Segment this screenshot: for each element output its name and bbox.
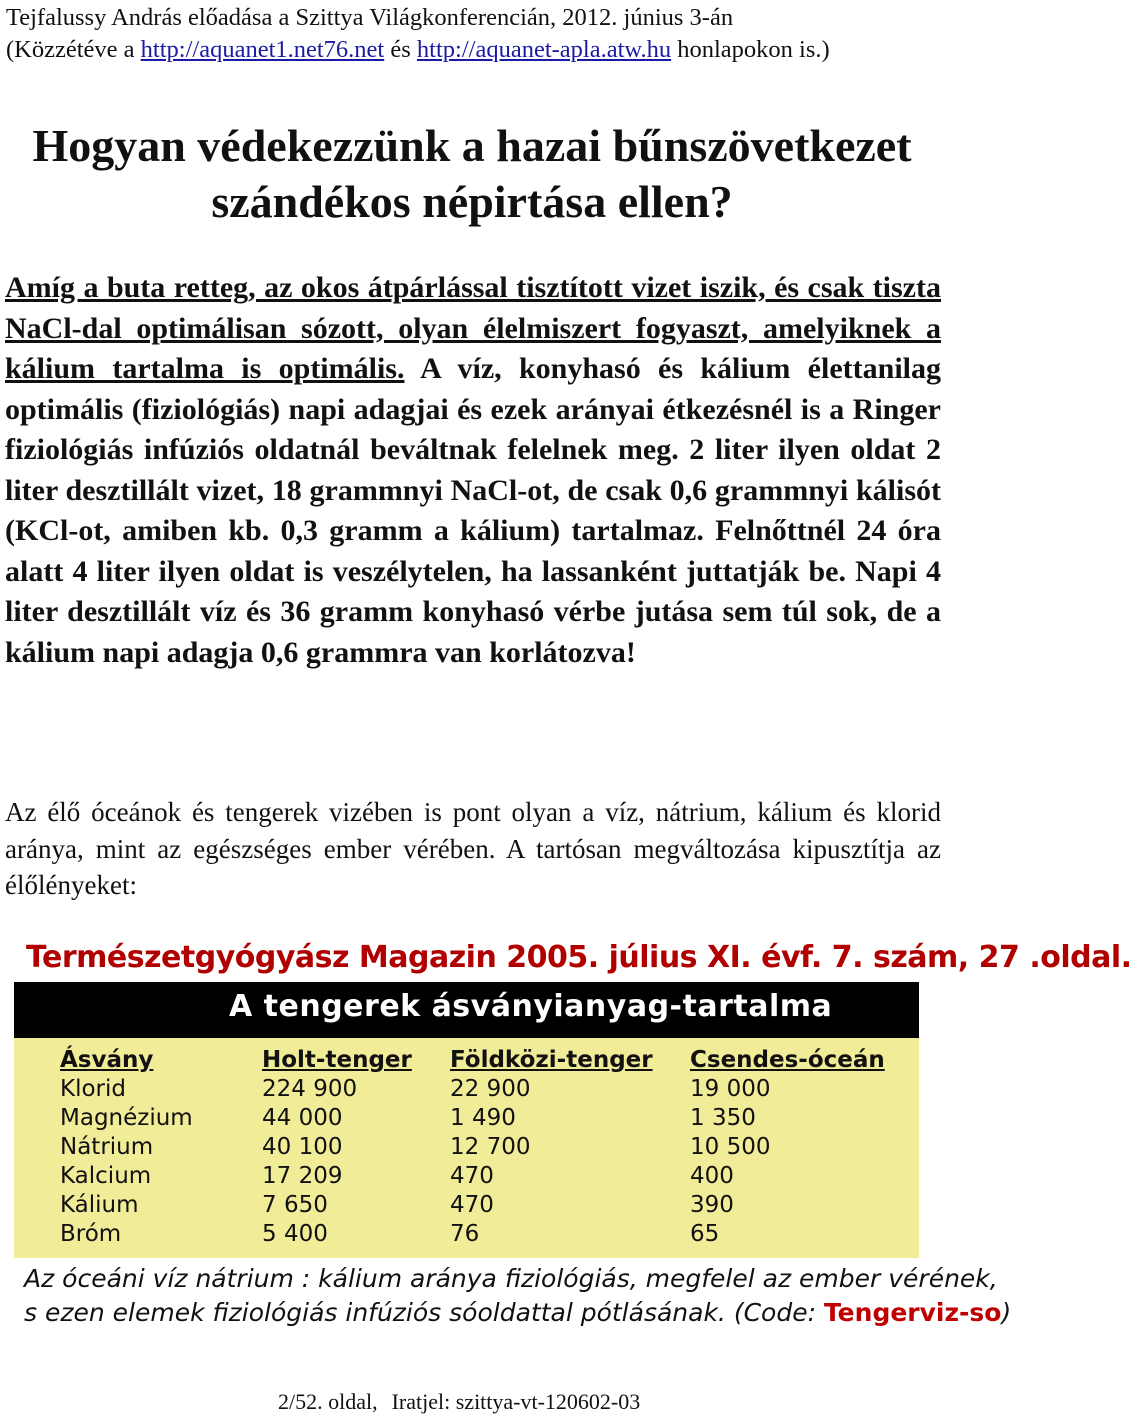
header-cell: Csendes-óceán: [690, 1047, 885, 1073]
table-cell: Magnézium: [60, 1105, 193, 1131]
header-cell: Holt-tenger: [262, 1047, 412, 1073]
table-cell: 44 000: [262, 1105, 343, 1131]
table-cell: Kálium: [60, 1192, 139, 1218]
table-cell: 12 700: [450, 1134, 531, 1160]
table-cell: Kalcium: [60, 1163, 152, 1189]
header-suffix: honlapokon is.): [671, 36, 830, 63]
table-cell: 19 000: [690, 1076, 771, 1102]
table-cell: 7 650: [262, 1192, 328, 1218]
table-cell: 76: [450, 1221, 480, 1247]
table-row: [14, 1104, 919, 1133]
header-prefix: (Közzétéve a: [6, 36, 141, 63]
magazine-title: Természetgyógyász Magazin 2005. július XI. évf. 7. szám, 27 .oldal.: [26, 940, 1132, 975]
table-cell: 224 900: [262, 1076, 358, 1102]
table-cell: 40 100: [262, 1134, 343, 1160]
scan-note-line-1: Az óceáni víz nátrium : kálium aránya fiziológiás, megfelel az ember vérének,: [24, 1264, 998, 1293]
title-line-1: Hogyan védekezzünk a hazai bűnszövetkezet: [32, 120, 912, 171]
table-row: [14, 1162, 919, 1191]
document-header: [6, 2, 946, 66]
table-cell: 470: [450, 1163, 494, 1189]
page-footer: [278, 1389, 654, 1415]
aquanet-link[interactable]: http://aquanet1.net76.net: [140, 36, 385, 63]
table-cell: Klorid: [60, 1076, 126, 1102]
table-cell: 470: [450, 1192, 494, 1218]
table-row: [14, 1133, 919, 1162]
header-line-2: [6, 34, 946, 66]
scan-note-end: ): [1001, 1298, 1012, 1327]
table-header-row: [14, 1046, 919, 1075]
table-cell: 17 209: [262, 1163, 343, 1189]
page-title: [0, 118, 944, 230]
scan-note-line-2: [24, 1296, 1012, 1330]
page-number: 2/52. oldal,: [278, 1389, 378, 1414]
header-cell: Földközi-tenger: [450, 1047, 653, 1073]
aquanet-apla-link[interactable]: http://aquanet-apla.atw.hu: [416, 36, 672, 63]
table-cell: 390: [690, 1192, 734, 1218]
ocean-paragraph: Az élő óceánok és tengerek vizében is pont olyan a víz, nátrium, kálium és klorid aránya, mint az egészséges ember vérében. A tartósan megváltozása kipusztítja az élőlényeket:: [5, 797, 941, 900]
table-cell: 65: [690, 1221, 720, 1247]
scan-note-code: Tengerviz-so: [823, 1298, 1002, 1327]
table-row: [14, 1191, 919, 1220]
header-line-1: Tejfalussy András előadása a Szittya Világkonferencián, 2012. június 3-án: [6, 4, 734, 31]
table-cell: 1 490: [450, 1105, 516, 1131]
table-row: [14, 1220, 919, 1249]
document-reference: Iratjel: szittya-vt-120602-03: [391, 1389, 641, 1414]
table-banner: [14, 982, 919, 1038]
table-row: [14, 1075, 919, 1104]
header-cell: Ásvány: [60, 1047, 154, 1073]
header-and: és: [384, 36, 417, 63]
table-cell: 1 350: [690, 1105, 756, 1131]
banner-title: A tengerek ásványianyag-tartalma: [229, 989, 833, 1024]
table-cell: 400: [690, 1163, 734, 1189]
table-cell: Bróm: [60, 1221, 122, 1247]
table-cell: Nátrium: [60, 1134, 154, 1160]
underlined-lead: Amíg a buta retteg, az okos átpárlással tisztított vizet iszik, és csak tiszta NaCl-dal optimálisan sózott, olyan élelmiszert fogyaszt, amelyiknek a kálium tartalma is optimális.: [5, 271, 941, 385]
bold-paragraph-rest: A víz, konyhasó és kálium élettanilag optimális (fiziológiás) napi adagjai és ezek arányai étkezésnél is a Ringer fiziológiás infúziós oldatnál beváltnak felelnek meg. 2 liter ilyen oldat 2 liter desztillált vizet, 18 grammnyi NaCl-ot, de csak 0,6 grammnyi kálisót (KCl-ot, amiben kb. 0,3 gramm a kálium) tartalmaz. Felnőttnél 24 óra alatt 4 liter ilyen oldat is veszélytelen, ha lassanként juttatják be. Napi 4 liter desztillált víz és 36 gramm konyhasó vérbe jutása sem túl sok, de a kálium napi adagja 0,6 grammra van korlátozva!: [5, 352, 941, 669]
mineral-table: [14, 1038, 919, 1258]
scan-note-text: s ezen elemek fiziológiás infúziós sóoldattal pótlásának. (Code:: [24, 1298, 824, 1327]
table-cell: 5 400: [262, 1221, 328, 1247]
magazine-scan: [14, 932, 1132, 1344]
bold-paragraph: [5, 268, 941, 673]
title-line-2: szándékos népirtása ellen?: [211, 176, 733, 227]
table-cell: 10 500: [690, 1134, 771, 1160]
table-cell: 22 900: [450, 1076, 531, 1102]
